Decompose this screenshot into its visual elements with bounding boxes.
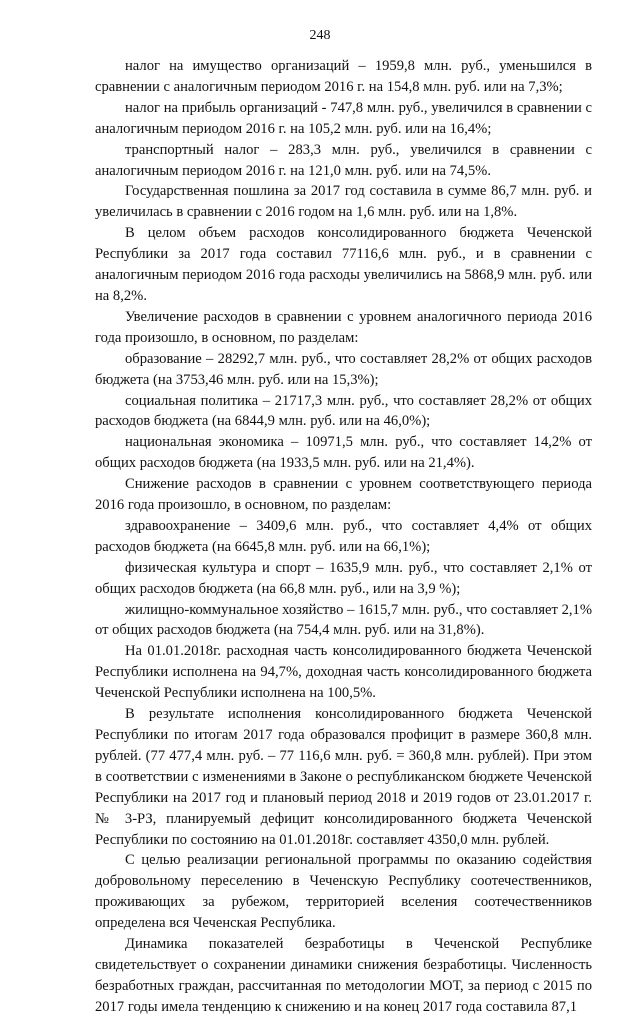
paragraph-education: образование – 28292,7 млн. руб., что составляет 28,2% от общих расходов бюджета (на 3753,46 млн. руб. или на 15,3%); xyxy=(95,350,592,388)
paragraph-budget-execution: На 01.01.2018г. расходная часть консолидированного бюджета Чеченской Республики исполнена на 94,7%, доходная часть консолидированного бюджета Чеченской Республики исполнена на 100,5%. xyxy=(95,643,592,702)
paragraph-social-policy: социальная политика – 21717,3 млн. руб., что составляет 28,2% от общих расходов бюджета (на 6844,9 млн. руб. или на 46,0%); xyxy=(95,392,592,430)
paragraph-transport-tax: транспортный налог – 283,3 млн. руб., увеличился в сравнении с аналогичным периодом 2016 г. на 121,0 млн. руб. или на 74,5%. xyxy=(95,141,592,179)
paragraph-sport: физическая культура и спорт – 1635,9 млн. руб., что составляет 2,1% от общих расходов бюджета (на 66,8 млн. руб., или на 3,9 %); xyxy=(95,559,592,597)
paragraph-profit-tax: налог на прибыль организаций - 747,8 млн. руб., увеличился в сравнении с аналогичным периодом 2016 г. на 105,2 млн. руб. или на 16,4%; xyxy=(95,99,592,137)
paragraph-expense-decrease-intro: Снижение расходов в сравнении с уровнем соответствующего периода 2016 года произошло, в основном, по разделам: xyxy=(95,476,592,514)
paragraph-total-expenses: В целом объем расходов консолидированного бюджета Чеченской Республики за 2017 года составил 77116,6 млн. руб., и в сравнении с аналогичным периодом 2016 года расходы увеличились на 5868,9 млн. руб. или на 8,2%. xyxy=(95,225,592,304)
paragraph-property-tax: налог на имущество организаций – 1959,8 млн. руб., уменьшился в сравнении с аналогичным периодом 2016 г. на 154,8 млн. руб. или на 7,3%; xyxy=(95,58,592,95)
paragraph-state-duty: Государственная пошлина за 2017 год составила в сумме 86,7 млн. руб. и увеличилась в сравнении с 2016 годом на 1,6 млн. руб. или на 1,8%. xyxy=(95,183,592,221)
paragraph-resettlement-program: С целью реализации региональной программы по оказанию содействия добровольному переселению в Чеченскую Республику соотечественников, проживающих за рубежом, территорией вселения соотечественников определена вся Чеченская Республика. xyxy=(95,852,592,932)
paragraph-housing: жилищно-коммунальное хозяйство – 1615,7 млн. руб., что составляет 2,1% от общих расходов бюджета (на 754,4 млн. руб. или на 31,8%). xyxy=(95,601,592,639)
paragraph-healthcare: здравоохранение – 3409,6 млн. руб., что составляет 4,4% от общих расходов бюджета (на 6645,8 млн. руб. или на 66,1%); xyxy=(95,517,592,555)
page-number: 248 xyxy=(309,28,331,43)
paragraph-unemployment: Динамика показателей безработицы в Чеченской Республике свидетельствует о сохранении динамики снижения безработицы. Численность безработных граждан, рассчитанная по методологии МОТ, за период с 2015 по 2017 годы имела тенденцию к снижению и на конец 2017 года составила 87,1 xyxy=(95,936,592,1015)
paragraph-national-economy: национальная экономика – 10971,5 млн. руб., что составляет 14,2% от общих расходов бюджета (на 1933,5 млн. руб. или на 21,4%). xyxy=(95,434,592,472)
paragraph-expense-increase-intro: Увеличение расходов в сравнении с уровнем аналогичного периода 2016 года произошло, в основном, по разделам: xyxy=(95,308,592,346)
paragraph-budget-surplus: В результате исполнения консолидированного бюджета Чеченской Республики по итогам 2017 года образовался профицит в размере 360,8 млн. рублей. (77 477,4 млн. руб. – 77 116,6 млн. руб. = 360,8 млн. рублей). При этом в соответствии с изменениями в Законе о республиканском бюджете Чеченской Республики на 2017 год и плановый период 2018 и 2019 годов от 23.01.2017 г. № 3-РЗ, планируемый дефицит консолидированного бюджета Чеченской Республики по состоянию на 01.01.2018г. составляет 4350,0 млн. рублей. xyxy=(95,706,592,848)
document-body xyxy=(95,56,592,1018)
